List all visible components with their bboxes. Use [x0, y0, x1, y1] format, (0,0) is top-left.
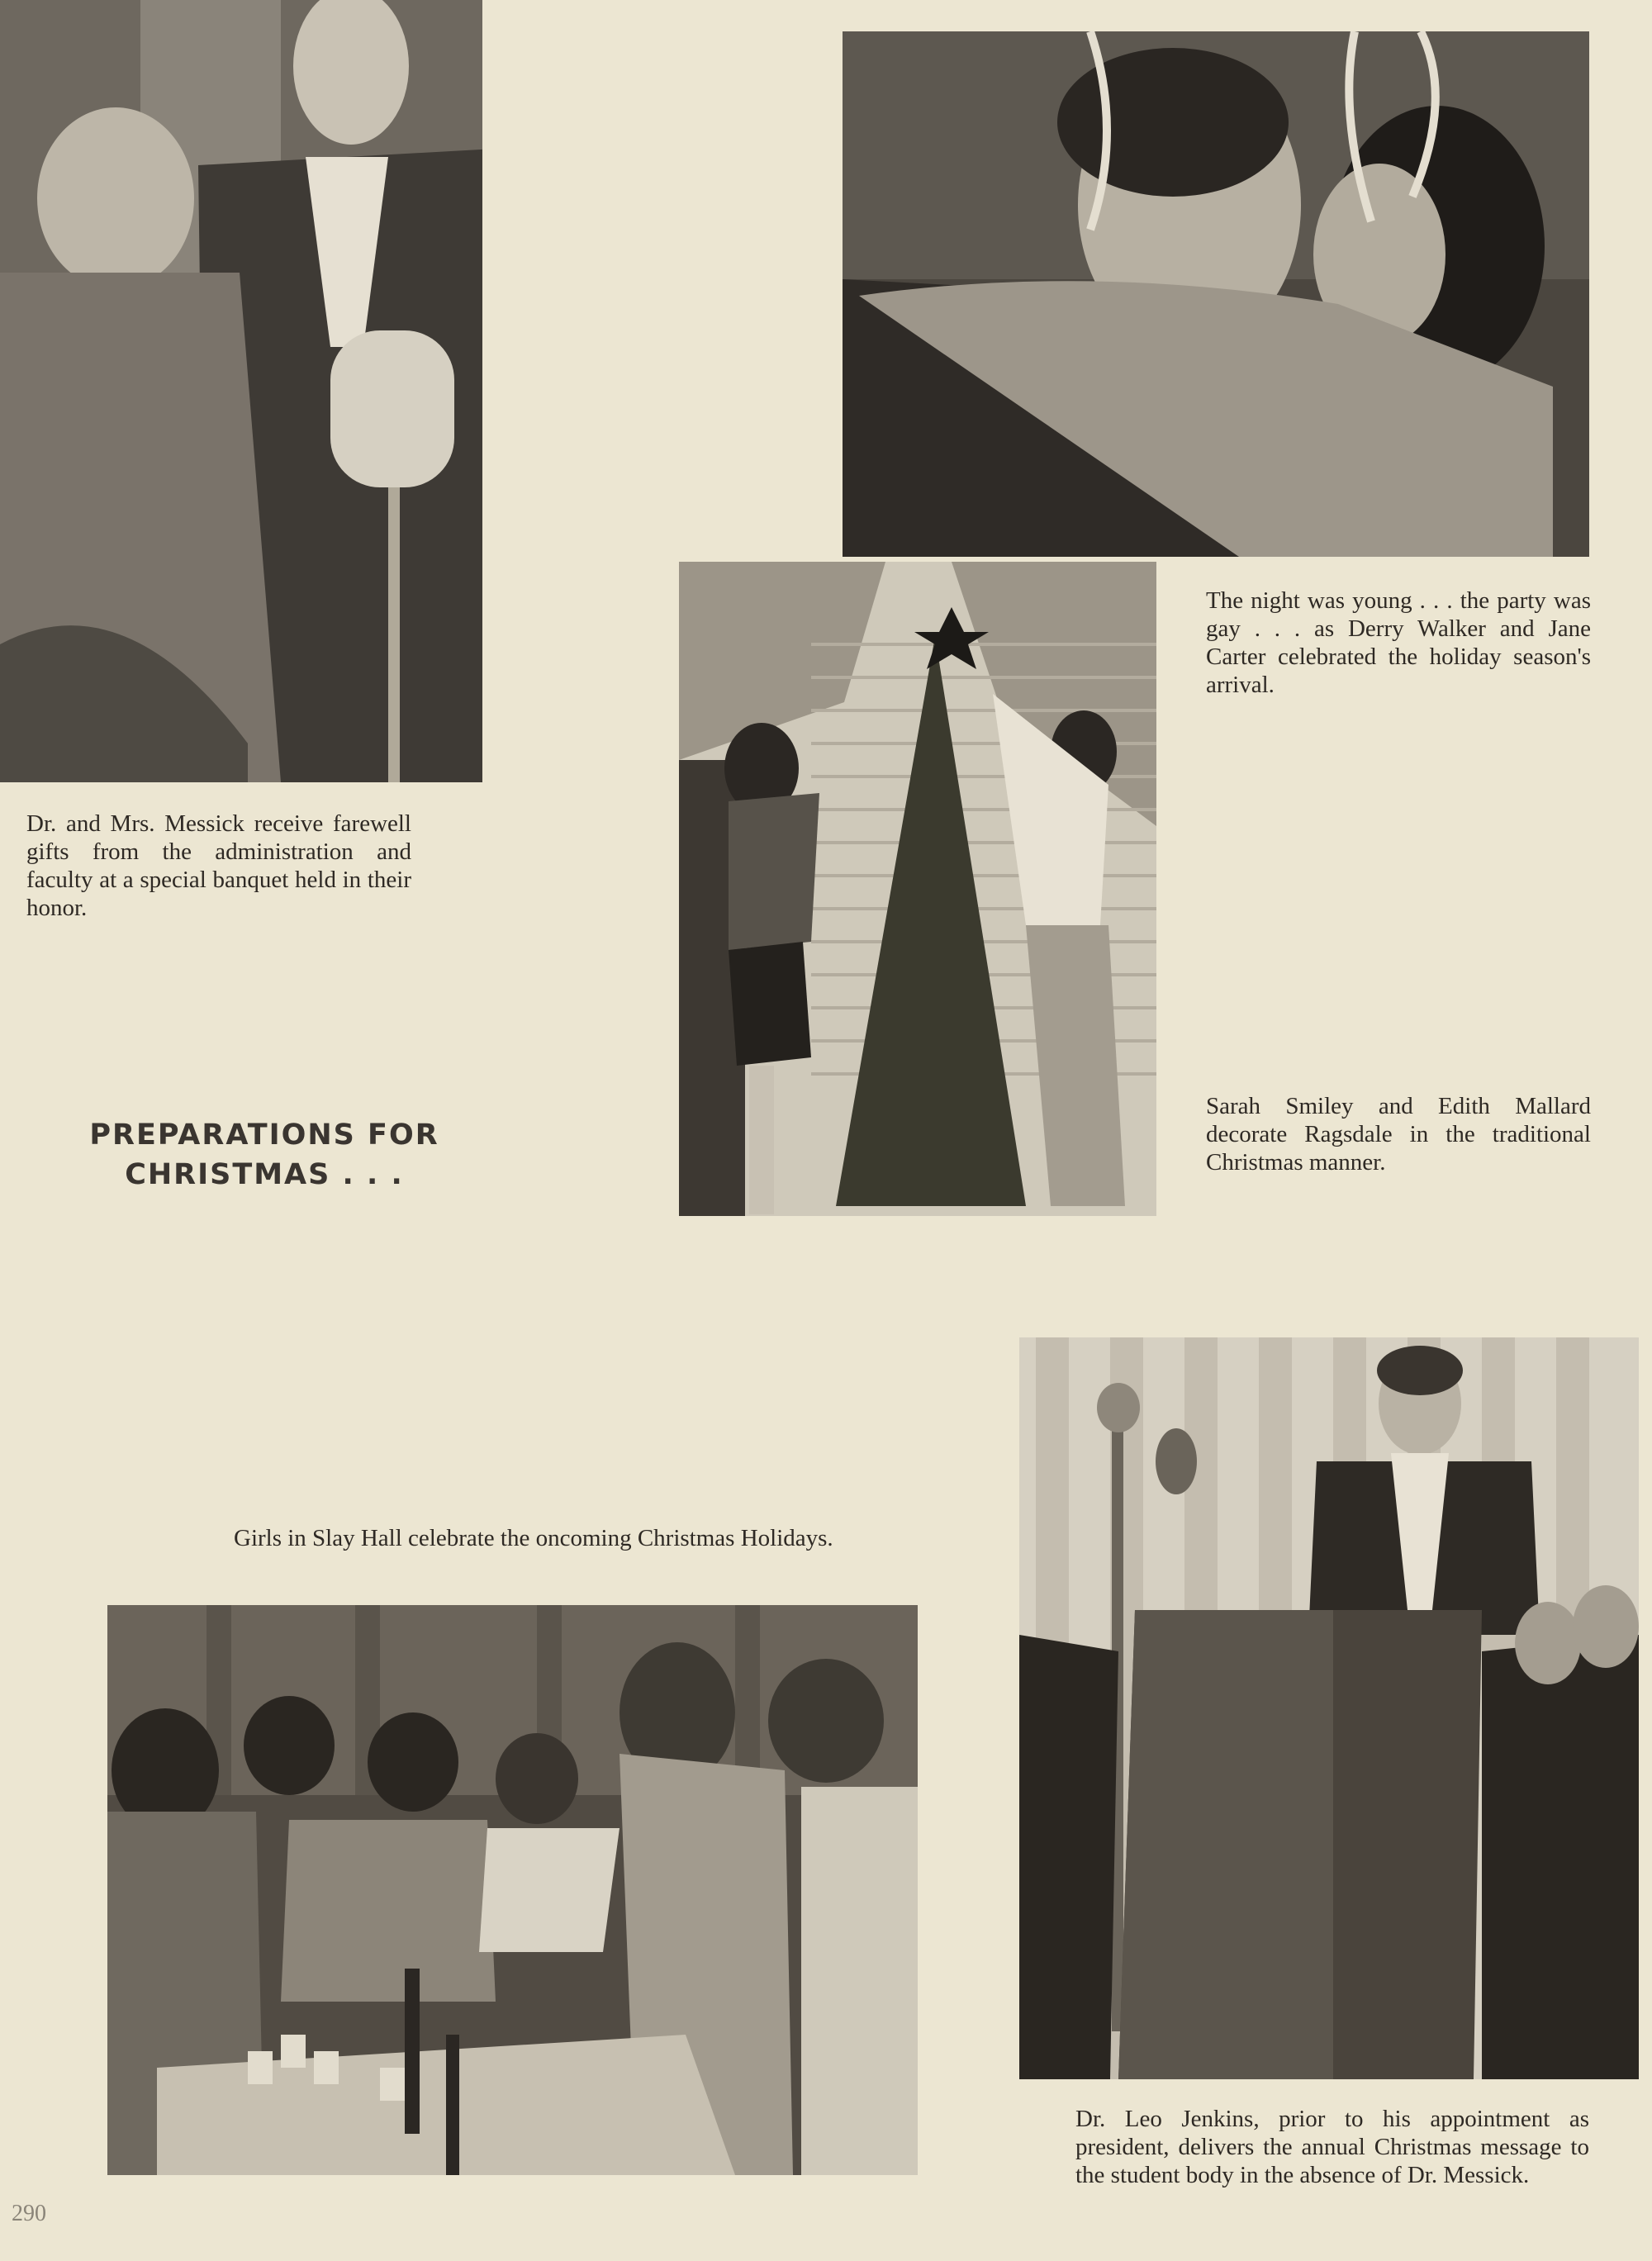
- photo-dancing-couple: [843, 31, 1589, 557]
- page-number: 290: [12, 2201, 46, 2226]
- photo-messick-banquet: [0, 0, 482, 782]
- caption-dancing-couple: The night was young . . . the party was gay . . . as Derry Walker and Jane Carter celebrated the holiday season's arrival.: [1206, 587, 1591, 698]
- caption-jenkins: Dr. Leo Jenkins, prior to his appointment as president, delivers the annual Christmas message to the student body in the absence of Dr. Messick.: [1075, 2106, 1589, 2188]
- caption-messick-banquet: Dr. and Mrs. Messick receive farewell gifts from the administration and faculty at a special banquet held in their honor.: [26, 810, 411, 921]
- section-heading-line1: PREPARATIONS FOR: [89, 1119, 439, 1152]
- photo-tree-decorating: [679, 562, 1156, 1216]
- caption-tree-decorating: Sarah Smiley and Edith Mallard decorate Ragsdale in the traditional Christmas manner.: [1206, 1093, 1591, 1176]
- caption-slay-hall: Girls in Slay Hall celebrate the oncoming Christmas Holidays.: [234, 1525, 833, 1551]
- photo-jenkins-podium: [1019, 1337, 1639, 2079]
- section-heading-line2: CHRISTMAS . . .: [125, 1158, 404, 1191]
- section-heading: [66, 1115, 463, 1195]
- photo-slay-hall-party: [107, 1605, 918, 2175]
